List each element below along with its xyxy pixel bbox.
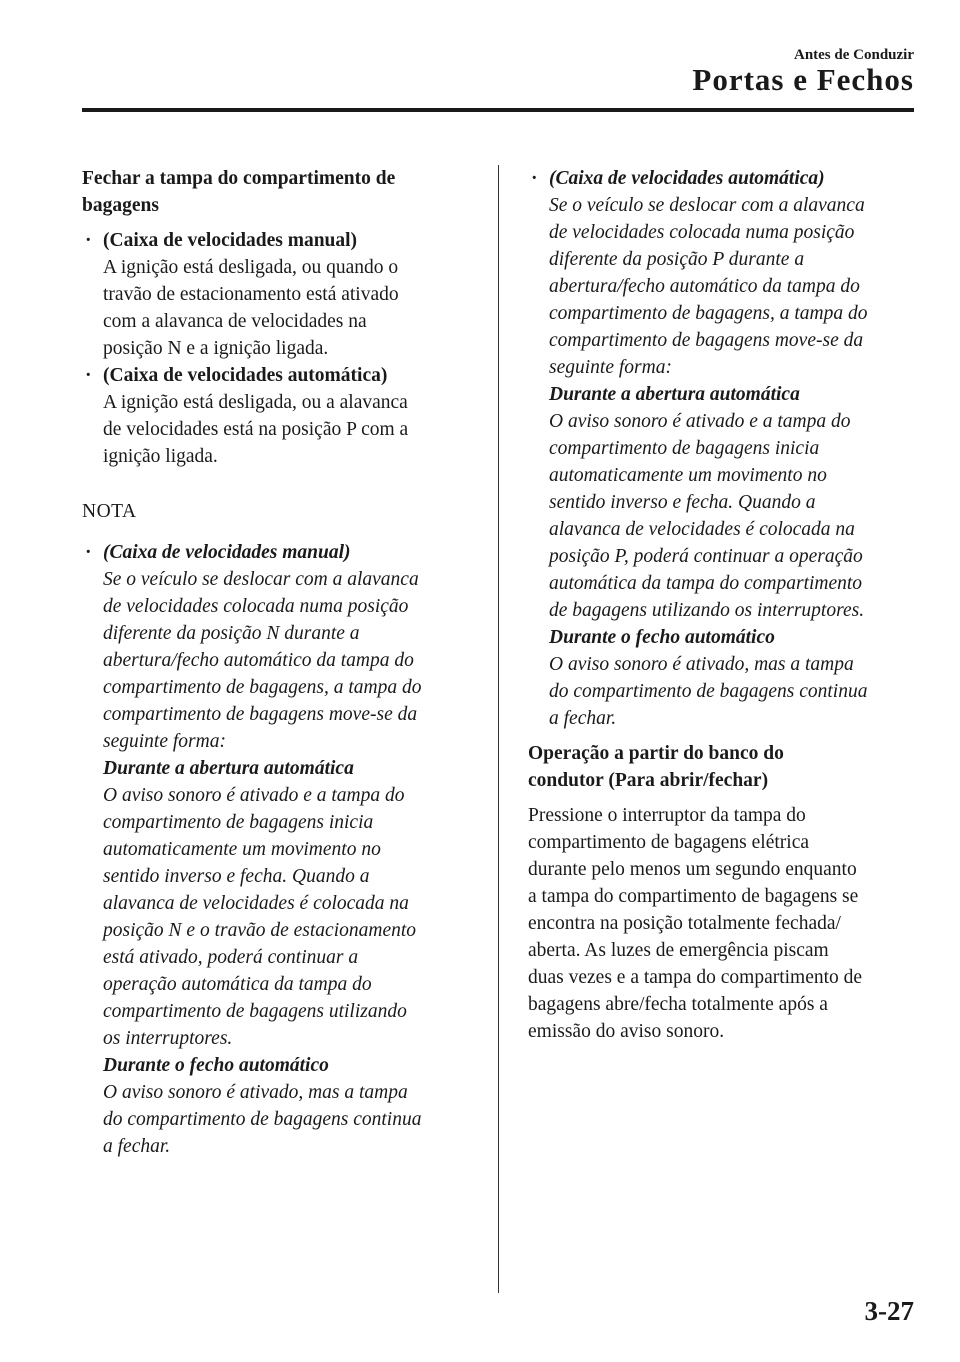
nota-line: compartimento de bagagens, a tampa do [103,677,422,698]
body-line: aberta. As luzes de emergência piscam [528,940,829,961]
body-line: durante pelo menos um segundo enquanto [528,859,857,880]
nota-line: compartimento de bagagens inicia [549,438,820,459]
nota-line: posição P, poderá continuar a operação [549,546,863,567]
nota-line: diferente da posição N durante a [103,623,360,644]
left-heading [82,165,482,219]
nota-item [82,539,482,1160]
column-divider [498,165,499,1293]
nota-item [528,165,923,732]
nota-line: compartimento de bagagens move-se da [549,330,864,351]
item-line: A ignição está desligada, ou a alavanca [103,392,408,413]
nota-line: posição N e o travão de estacionamento [103,920,417,941]
nota-line: compartimento de bagagens inicia [103,812,374,833]
heading-line: Fechar a tampa do compartimento de [82,168,396,189]
item-line: com a alavanca de velocidades na [103,311,367,332]
item-title: (Caixa de velocidades automática) [103,365,388,386]
heading-line: bagagens [82,195,159,216]
nota-line: O aviso sonoro é ativado e a tampa do [103,785,405,806]
nota-line: alavanca de velocidades é colocada na [103,893,409,914]
nota-line: abertura/fecho automático da tampa do [549,276,860,297]
nota-subtitle: Durante o fecho automático [103,1055,329,1076]
nota-line: automaticamente um movimento no [103,839,381,860]
nota-subtitle: Durante a abertura automática [549,384,800,405]
list-item [82,227,482,362]
nota-subtitle: Durante a abertura automática [103,758,354,779]
page-number: 3-27 [864,1296,914,1326]
nota-line: O aviso sonoro é ativado, mas a tampa [103,1082,408,1103]
body-line: Pressione o interruptor da tampa do [528,805,806,826]
item-line: de velocidades está na posição P com a [103,419,409,440]
nota-line: do compartimento de bagagens continua [103,1109,422,1130]
nota-title: (Caixa de velocidades automática) [549,168,825,189]
right-heading [528,740,923,794]
bullet-icon: · [531,168,538,189]
nota-line: do compartimento de bagagens continua [549,681,868,702]
bullet-icon: · [85,230,92,251]
nota-line: Se o veículo se deslocar com a alavanca [549,195,865,216]
body-paragraph [528,802,923,1045]
body-line: a tampa do compartimento de bagagens se [528,886,859,907]
item-line: A ignição está desligada, ou quando o [103,257,399,278]
nota-line: de bagagens utilizando os interruptores. [549,600,865,621]
nota-line: Se o veículo se deslocar com a alavanca [103,569,419,590]
nota-line: diferente da posição P durante a [549,249,805,270]
nota-line: de velocidades colocada numa posição [103,596,409,617]
body-line: duas vezes e a tampa do compartimento de [528,967,863,988]
nota-line: a fechar. [103,1136,171,1157]
item-title: (Caixa de velocidades manual) [103,230,358,251]
item-line: travão de estacionamento está ativado [103,284,399,305]
nota-line: de velocidades colocada numa posição [549,222,855,243]
nota-line: alavanca de velocidades é colocada na [549,519,855,540]
bullet-icon: · [85,542,92,563]
nota-line: compartimento de bagagens move-se da [103,704,418,725]
nota-line: abertura/fecho automático da tampa do [103,650,414,671]
bullet-icon: · [85,365,92,386]
body-line: bagagens abre/fecha totalmente após a [528,994,828,1015]
nota-line: seguinte forma: [103,731,226,752]
right-column [528,165,923,1045]
nota-subtitle: Durante o fecho automático [549,627,775,648]
nota-line: a fechar. [549,708,617,729]
section-title: Portas e Fechos [692,62,914,97]
nota-line: os interruptores. [103,1028,233,1049]
nota-line: automática da tampa do compartimento [549,573,863,594]
nota-line: automaticamente um movimento no [549,465,827,486]
nota-line: O aviso sonoro é ativado e a tampa do [549,411,851,432]
item-line: posição N e a ignição ligada. [103,338,329,359]
nota-line: operação automática da tampa do [103,974,372,995]
nota-line: compartimento de bagagens utilizando [103,1001,407,1022]
list-item [82,362,482,470]
nota-line: sentido inverso e fecha. Quando a [103,866,370,887]
header-rule [82,108,914,112]
nota-line: está ativado, poderá continuar a [103,947,359,968]
nota-line: O aviso sonoro é ativado, mas a tampa [549,654,854,675]
nota-label: NOTA [82,501,137,522]
body-line: encontra na posição totalmente fechada/ [528,913,841,934]
body-line: emissão do aviso sonoro. [528,1021,725,1042]
nota-title: (Caixa de velocidades manual) [103,542,351,563]
item-line: ignição ligada. [103,446,218,467]
left-column [82,165,482,1160]
chapter-label: Antes de Conduzir [793,47,914,63]
nota-line: seguinte forma: [549,357,672,378]
body-line: compartimento de bagagens elétrica [528,832,809,853]
nota-line: compartimento de bagagens, a tampa do [549,303,868,324]
nota-line: sentido inverso e fecha. Quando a [549,492,816,513]
heading-line: Operação a partir do banco do [528,743,784,764]
heading-line: condutor (Para abrir/fechar) [528,770,769,791]
